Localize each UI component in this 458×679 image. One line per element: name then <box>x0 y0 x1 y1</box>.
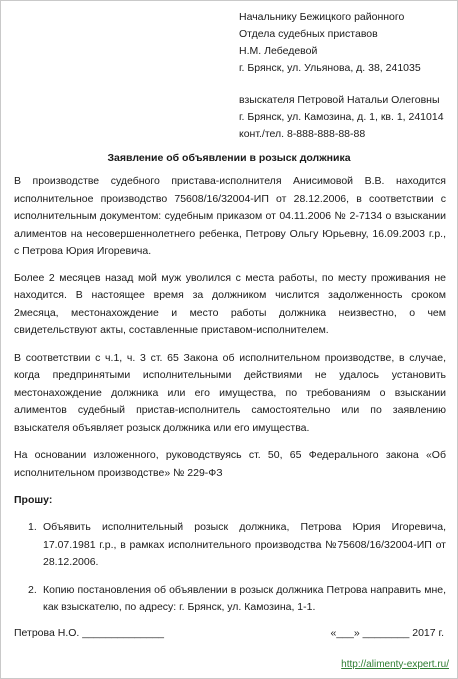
applicant-name: взыскателя Петровой Натальи Олеговны <box>239 94 440 106</box>
paragraph: На основании изложенного, руководствуясь ст. 50, 65 Федерального закона «Об исполнительном производстве» № 229-ФЗ <box>14 449 446 479</box>
signature-date: «___» ________ 2017 г. <box>330 627 444 639</box>
paragraph: В соответствии с ч.1, ч. 3 ст. 65 Закона об исполнительном производстве, в случае, когда предпринятыми исполнительными действиями не удалось установить местонахождение должника или его имущества, по требованиям о взыскании алиментов судебный пристав-исполнитель самостоятельно или по заявлению взыскателя объявляет розыск должника или его имущества. <box>14 351 446 434</box>
list-number: 1. <box>28 521 37 533</box>
signature-row <box>14 625 444 641</box>
addressee-address: г. Брянск, ул. Ульянова, д. 38, 241035 <box>239 62 421 74</box>
list-item <box>28 519 446 572</box>
list-item <box>28 582 446 617</box>
list-text: Объявить исполнительный розыск должника, Петрова Юрия Игоревича, 17.07.1981 г.р., в рамках исполнительного производства №75608/16/32004-ИП от 28.12.2006. <box>43 521 446 568</box>
header-spacer <box>239 77 451 92</box>
signature-name: Петрова Н.О. ______________ <box>14 627 164 639</box>
document-title: Заявление об объявлении в розыск должника <box>107 152 351 164</box>
applicant-address: г. Брянск, ул. Камозина, д. 1, кв. 1, 241014 <box>239 111 444 123</box>
source-link[interactable]: http://alimenty-expert.ru/ <box>341 658 449 670</box>
addressee-line: Отдела судебных приставов <box>239 28 378 40</box>
paragraph: В производстве судебного пристава-исполнителя Анисимовой В.В. находится исполнительное производство 75608/16/32004-ИП от 28.12.2006, в соответствии с исполнительным документом: судебным приказом от 04.11.2006 № 2-7134 о взыскании алиментов на несовершеннолетнего ребенка, Петрову Ольгу Юрьевну, 16.09.2003 г.р., с Петрова Юрия Игоревича. <box>14 175 446 257</box>
addressee-line: Начальнику Бежицкого районного <box>239 11 405 23</box>
paragraph: Более 2 месяцев назад мой муж уволился с места работы, по месту проживания не находится. В настоящее время за должником числится задолженность сроком 2месяца, местонахождение и место работы должника неизвестно, о чем свидетельствуют акты, составленные приставом-исполнителем. <box>14 271 446 336</box>
request-label: Прошу: <box>14 494 53 506</box>
addressee-block <box>239 9 451 143</box>
addressee-line: Н.М. Лебедевой <box>239 45 318 57</box>
list-number: 2. <box>28 583 37 596</box>
list-text: Копию постановления об объявлении в розыск должника Петрова направить мне, как взыскателю, по адресу: г. Брянск, ул. Камозина, 1-1. <box>43 583 446 613</box>
request-list <box>14 519 446 617</box>
document-body <box>14 173 446 627</box>
applicant-phone: конт./тел. 8-888-888-88-88 <box>239 128 366 140</box>
